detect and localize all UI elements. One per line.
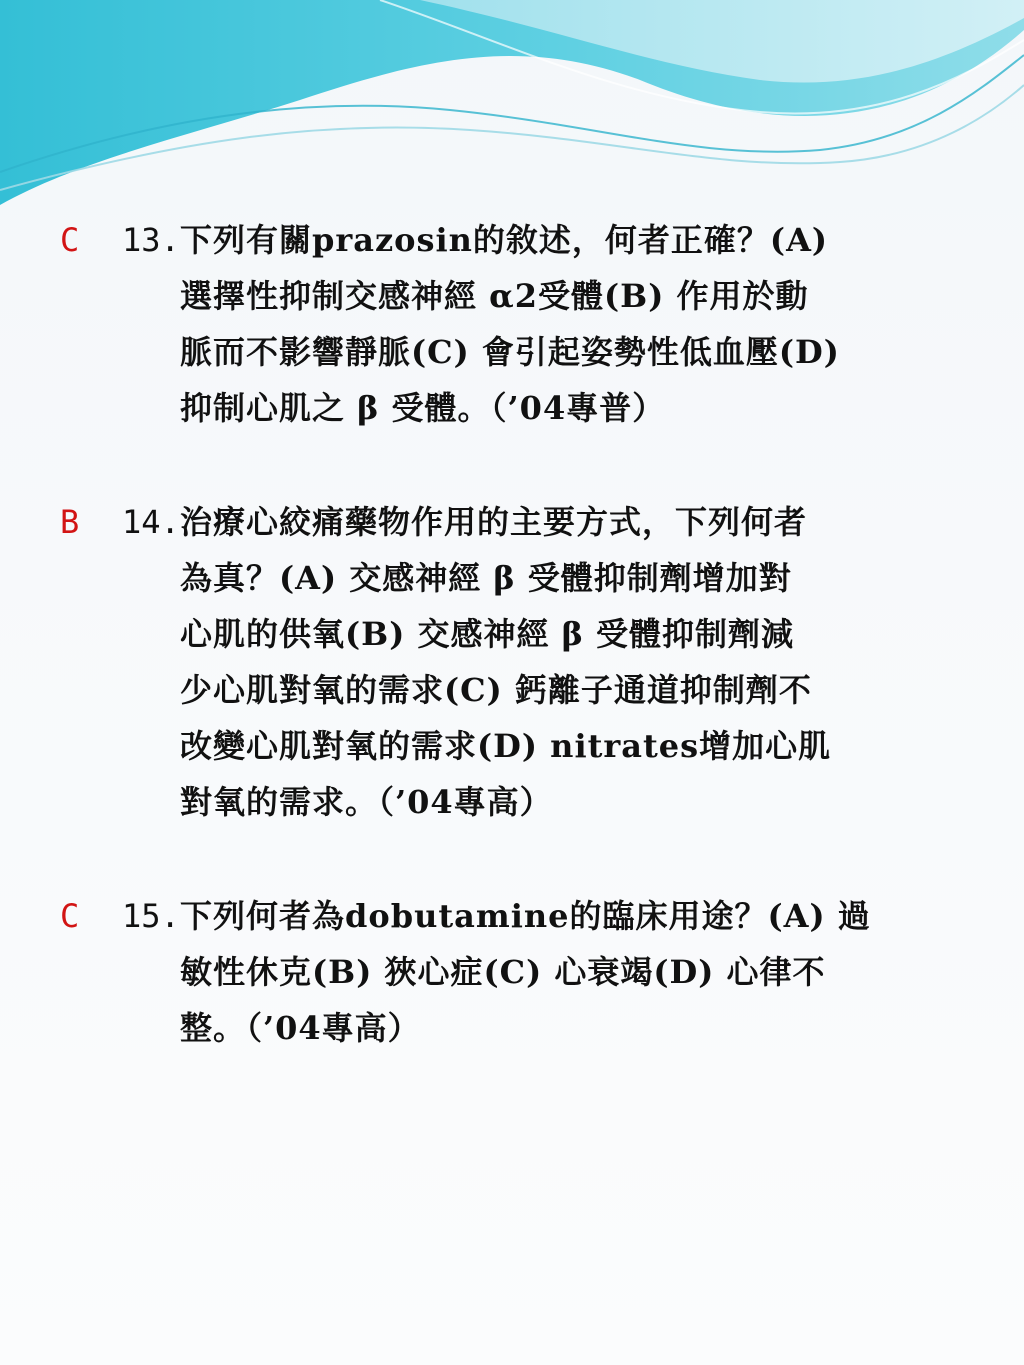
- question-item: [60, 494, 960, 830]
- question-list: [60, 212, 960, 1114]
- question-number: 15.: [122, 897, 180, 935]
- answer-letter: C: [60, 221, 80, 259]
- answer-letter: B: [60, 503, 80, 541]
- question-text: 治療心絞痛藥物作用的主要方式，下列何者 為真？(A) 交感神經 β 受體抑制劑增加對 心肌的供氧(B) 交感神經 β 受體抑制劑減 少心肌對氧的需求(C) 鈣離子通道抑制劑不 改變心肌對氧的需求(D) nitrates增加心肌 對氧的需求。（’04專高）: [180, 503, 832, 821]
- wave-header-decoration: [0, 0, 1024, 220]
- question-text: 下列有關prazosin的敘述，何者正確？(A) 選擇性抑制交感神經 α2受體(B) 作用於動 脈而不影響靜脈(C) 會引起姿勢性低血壓(D) 抑制心肌之 β 受體。（’04專普）: [180, 221, 840, 427]
- question-text: 下列何者為dobutamine的臨床用途？(A) 過 敏性休克(B) 狹心症(C) 心衰竭(D) 心律不 整。（’04專高）: [180, 897, 871, 1047]
- answer-letter: C: [60, 897, 80, 935]
- question-number: 13.: [122, 221, 180, 259]
- question-number: 14.: [122, 503, 180, 541]
- question-item: [60, 212, 960, 436]
- question-item: [60, 888, 960, 1056]
